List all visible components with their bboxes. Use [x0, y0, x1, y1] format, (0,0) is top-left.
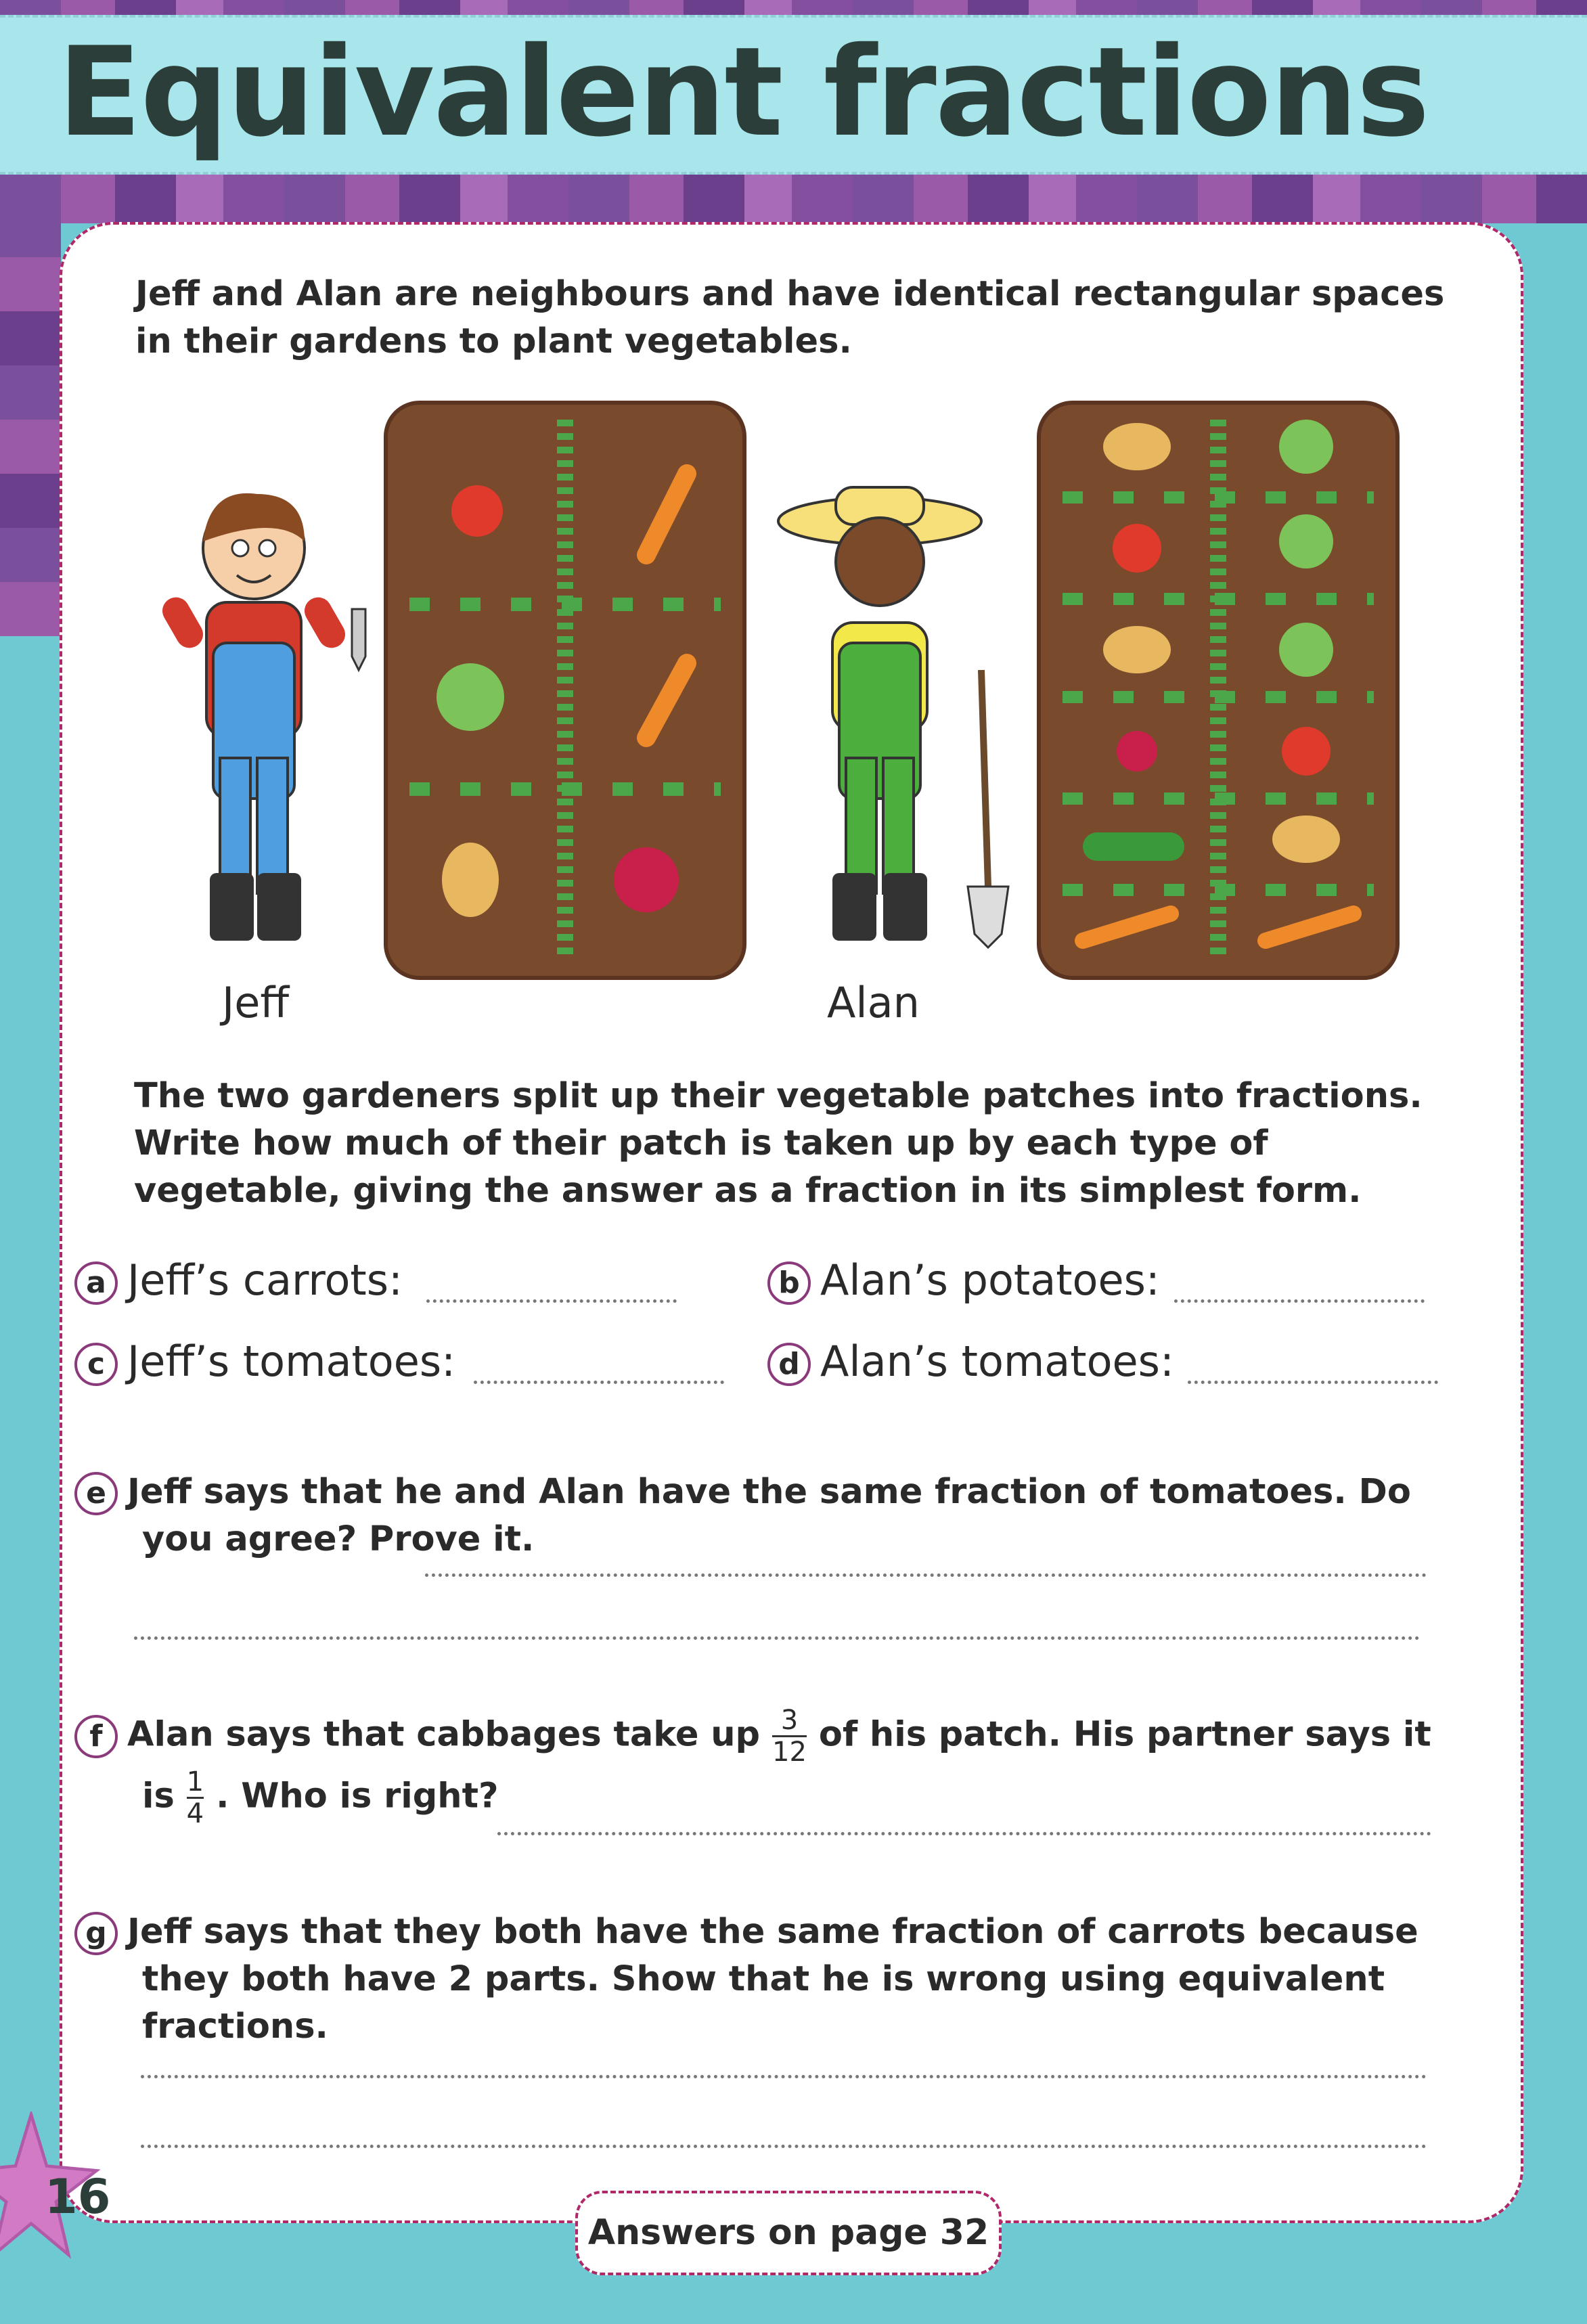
answer-line-e-2[interactable] [134, 1636, 1420, 1640]
answer-line-c[interactable] [474, 1381, 724, 1384]
answers-reference: Answers on page 32 [575, 2191, 1002, 2275]
question-f-text-1: Alan says that cabbages take up [127, 1714, 761, 1755]
answer-line-d[interactable] [1188, 1381, 1438, 1384]
alan-illustration [765, 474, 1022, 961]
question-f-text-2: of his patch. His partner says it is [142, 1714, 1431, 1816]
answer-line-g-1[interactable] [141, 2075, 1427, 2078]
alan-label: Alan [827, 978, 920, 1027]
answer-line-b[interactable] [1174, 1299, 1425, 1303]
question-g [74, 1908, 1441, 2051]
instructions-text: The two gardeners split up their vegetable patches into fractions. Write how much of their patch is taken up by each type of vegetable, giving the answer as a fraction in its simplest form. [134, 1076, 1423, 1211]
page-number: 16 [45, 2169, 111, 2225]
question-f-text-3: . Who is right? [216, 1776, 499, 1816]
purple-check-background-left [0, 203, 61, 636]
numerator: 1 [186, 1766, 204, 1797]
question-c-text: Jeff’s tomatoes: [127, 1337, 456, 1386]
question-b [767, 1255, 1160, 1305]
jeff-vegetable-patch [382, 399, 748, 981]
question-label-a: a [74, 1261, 118, 1305]
answer-line-a[interactable] [426, 1299, 677, 1303]
fraction-3-12 [772, 1705, 807, 1767]
jeff-illustration [142, 474, 386, 961]
denominator: 4 [186, 1798, 204, 1829]
denominator: 12 [772, 1737, 807, 1768]
question-e-text: Jeff says that he and Alan have the same fraction of tomatoes. Do you agree? Prove it. [127, 1472, 1411, 1559]
question-d [767, 1337, 1174, 1386]
answer-line-g-2[interactable] [141, 2145, 1427, 2148]
question-label-g: g [74, 1912, 118, 1955]
question-label-d: d [767, 1343, 811, 1386]
question-label-b: b [767, 1261, 811, 1305]
jeff-label: Jeff [222, 978, 290, 1027]
question-label-f: f [74, 1715, 118, 1758]
alan-vegetable-patch [1035, 399, 1401, 981]
question-label-c: c [74, 1343, 118, 1386]
answer-line-f[interactable] [497, 1832, 1431, 1835]
question-label-e: e [74, 1472, 118, 1515]
fraction-1-4 [187, 1767, 204, 1829]
question-g-text: Jeff says that they both have the same fraction of carrots because they both have 2 parts. Show that he is wrong using equivalent fractions. [127, 1912, 1418, 2047]
numerator: 3 [772, 1705, 807, 1737]
answer-line-e-1[interactable] [425, 1573, 1427, 1577]
question-a [74, 1255, 403, 1305]
page-title: Equivalent fractions [58, 20, 1429, 164]
question-c [74, 1337, 455, 1386]
intro-text: Jeff and Alan are neighbours and have identical rectangular spaces in their gardens to plant vegetables. [135, 274, 1445, 361]
question-b-text: Alan’s potatoes: [820, 1255, 1160, 1305]
question-f [74, 1705, 1441, 1829]
question-a-text: Jeff’s carrots: [127, 1255, 403, 1305]
question-d-text: Alan’s tomatoes: [820, 1337, 1174, 1386]
question-e [74, 1469, 1441, 1563]
